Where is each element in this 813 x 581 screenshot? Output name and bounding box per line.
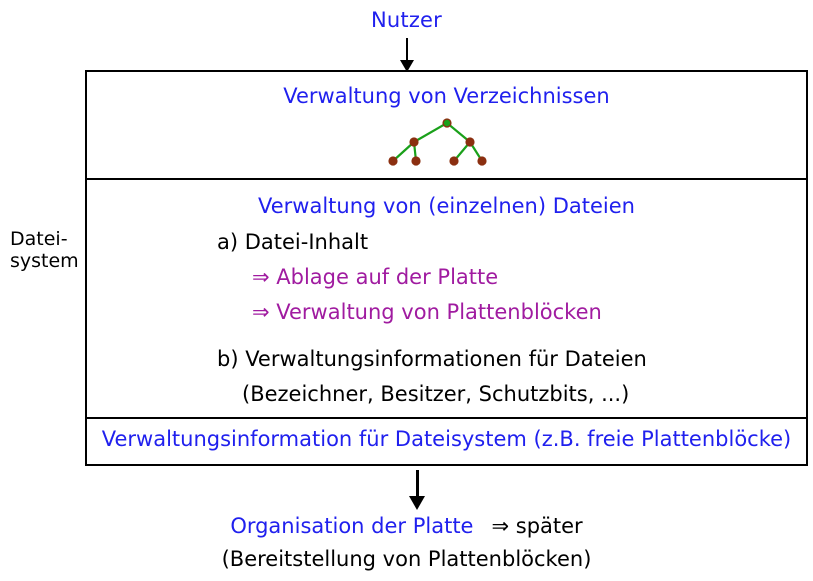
arrow-head-icon-bottom bbox=[409, 496, 425, 510]
bottom-caption-line2: (Bereitstellung von Plattenblöcken) bbox=[221, 547, 592, 571]
section-2-item-a: a) Datei-Inhalt bbox=[217, 230, 369, 254]
bottom-caption-line1 bbox=[0, 514, 813, 538]
filesystem-side-label-line1: Datei- bbox=[10, 228, 68, 250]
section-divider-2 bbox=[87, 417, 806, 419]
directory-tree-icon bbox=[382, 116, 512, 172]
section-divider-1 bbox=[87, 178, 806, 180]
bottom-caption-main: Organisation der Platte bbox=[230, 514, 474, 538]
filesystem-side-label-line2: system bbox=[10, 250, 79, 273]
section-3-title: Verwaltungsinformation für Dateisystem (z.B. freie Plattenblöcke) bbox=[101, 427, 792, 451]
filesystem-side-label bbox=[10, 228, 82, 273]
section-2-item-a-sub1: ⇒ Ablage auf der Platte bbox=[252, 265, 499, 289]
section-2-item-a-sub2: ⇒ Verwaltung von Plattenblöcken bbox=[252, 300, 602, 324]
filesystem-box bbox=[85, 70, 808, 466]
section-2-item-b: b) Verwaltungsinformationen für Dateien bbox=[217, 347, 647, 371]
bottom-caption-note: ⇒ später bbox=[491, 514, 583, 538]
section-2-item-b-detail: (Bezeichner, Besitzer, Schutzbits, ...) bbox=[242, 382, 630, 406]
top-actor-label: Nutzer bbox=[370, 8, 443, 32]
section-2-title: Verwaltung von (einzelnen) Dateien bbox=[258, 194, 635, 218]
section-1-title: Verwaltung von Verzeichnissen bbox=[283, 84, 610, 108]
